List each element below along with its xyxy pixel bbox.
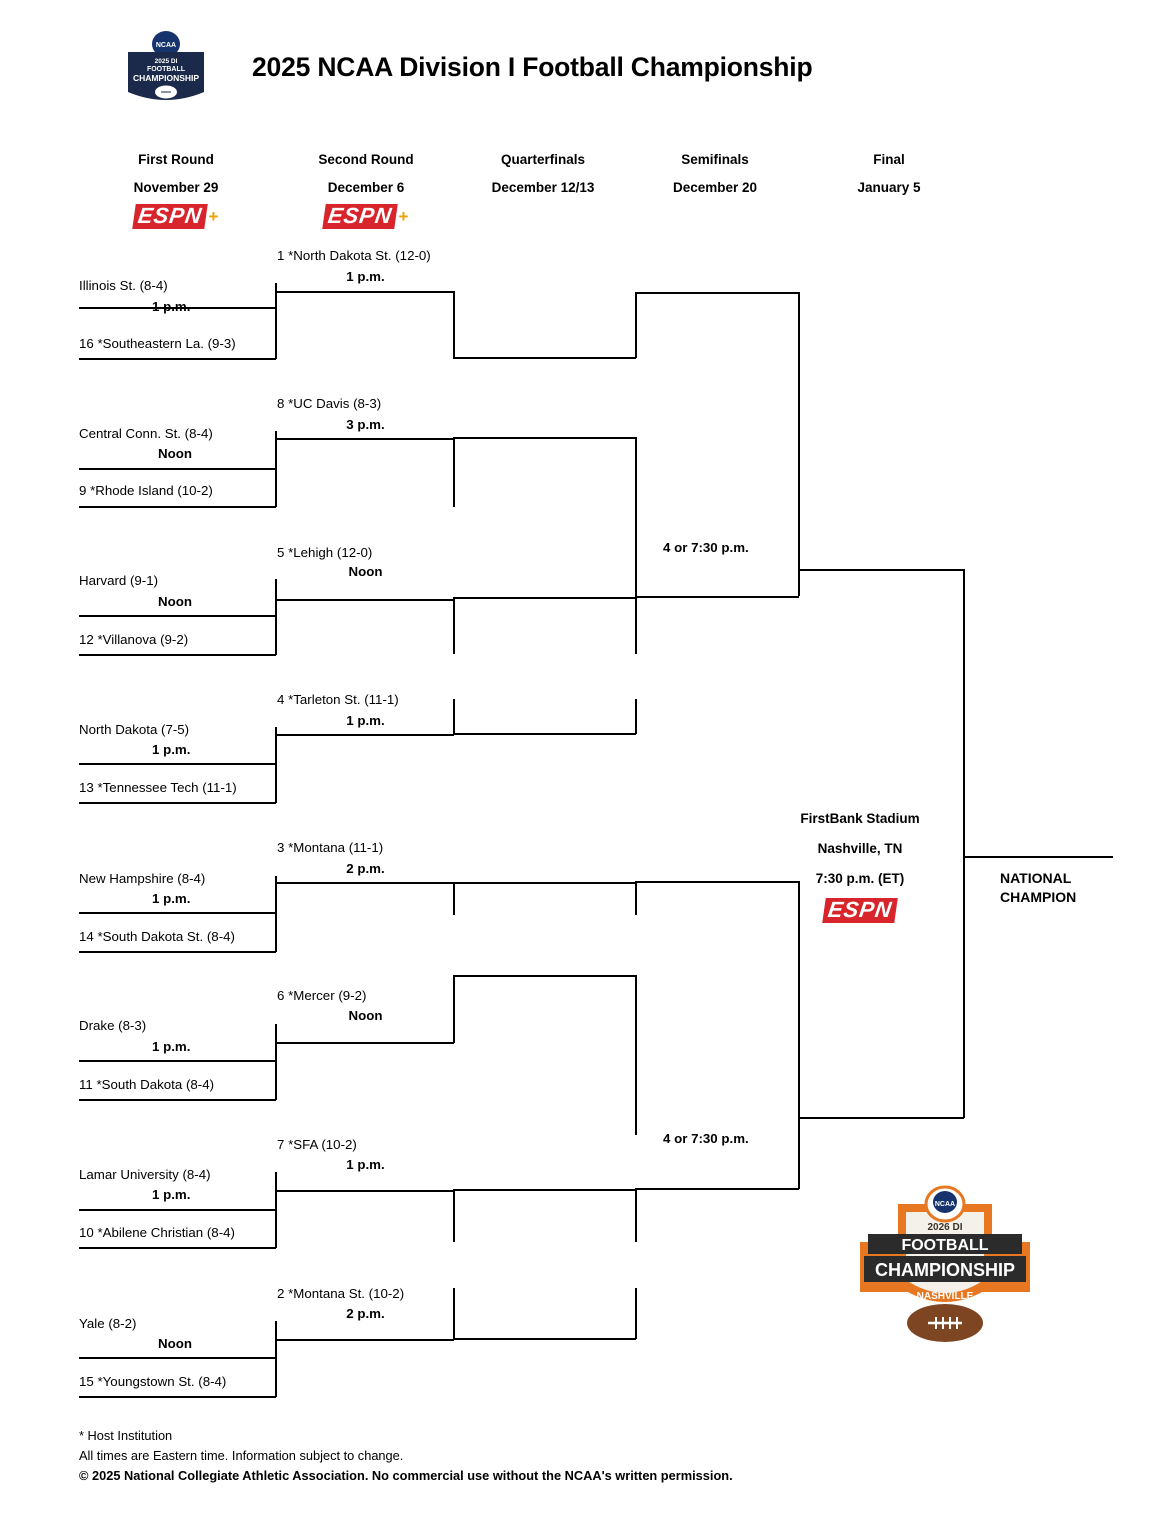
bracket-line xyxy=(79,951,276,953)
bracket-line xyxy=(277,1339,454,1341)
bracket-line xyxy=(963,569,965,1118)
first-round-time: Noon xyxy=(158,1336,192,1351)
bracket-line xyxy=(79,1357,276,1359)
svg-text:2025 DI: 2025 DI xyxy=(154,58,178,65)
bracket-line xyxy=(79,358,276,360)
first-round-team-bottom: 13 *Tennessee Tech (11-1) xyxy=(79,780,237,795)
bracket-line xyxy=(453,599,455,654)
bracket-line xyxy=(453,975,455,1043)
svg-text:NASHVILLE: NASHVILLE xyxy=(916,1291,974,1302)
svg-text:FOOTBALL: FOOTBALL xyxy=(146,66,186,73)
bracket-line xyxy=(275,727,277,803)
first-round-team-top: New Hampshire (8-4) xyxy=(79,871,206,886)
first-round-time: Noon xyxy=(158,594,192,609)
bracket-line xyxy=(79,802,276,804)
first-round-team-top: Harvard (9-1) xyxy=(79,573,159,588)
espn-plus-logo xyxy=(285,204,447,229)
final-time: 7:30 p.m. (ET) xyxy=(815,871,905,886)
second-round-seeded-team: 3 *Montana (11-1) xyxy=(277,840,384,855)
bracket-line xyxy=(635,1188,799,1190)
bracket-line xyxy=(79,615,276,617)
espn-wordmark: ESPN xyxy=(322,204,397,229)
svg-text:FOOTBALL: FOOTBALL xyxy=(901,1237,989,1254)
espn-wordmark: ESPN xyxy=(132,204,207,229)
second-round-time: 3 p.m. xyxy=(346,417,385,432)
first-round-team-top: North Dakota (7-5) xyxy=(79,722,190,737)
footnote-host: * Host Institution xyxy=(79,1428,173,1443)
bracket-line xyxy=(453,882,636,884)
first-round-team-bottom: 16 *Southeastern La. (9-3) xyxy=(79,336,236,351)
bracket-line xyxy=(453,438,455,507)
bracket-line xyxy=(635,1188,637,1242)
bracket-line xyxy=(275,1321,277,1397)
bracket-line xyxy=(453,597,636,599)
footnote-times: All times are Eastern time. Information subject to change. xyxy=(79,1448,404,1463)
round-date: December 20 xyxy=(672,180,758,195)
bracket-line xyxy=(275,1024,277,1100)
bracket-line xyxy=(453,975,636,977)
second-round-time: 2 p.m. xyxy=(346,1306,385,1321)
first-round-team-bottom: 10 *Abilene Christian (8-4) xyxy=(79,1225,235,1240)
bracket-line xyxy=(798,292,800,596)
first-round-time: 1 p.m. xyxy=(152,1187,191,1202)
first-round-time: 1 p.m. xyxy=(152,891,191,906)
bracket-line xyxy=(79,1396,276,1398)
round-date: December 12/13 xyxy=(491,180,595,195)
final-venue: FirstBank Stadium xyxy=(800,811,920,826)
round-date: January 5 xyxy=(857,180,921,195)
second-round-time: 1 p.m. xyxy=(346,269,385,284)
bracket-line xyxy=(798,569,964,571)
svg-text:CHAMPIONSHIP: CHAMPIONSHIP xyxy=(132,73,200,83)
bracket-line xyxy=(275,876,277,952)
espn-plus-logo xyxy=(95,204,257,229)
first-round-team-bottom: 9 *Rhode Island (10-2) xyxy=(79,483,213,498)
round-name: Second Round xyxy=(318,152,414,167)
bracket-line xyxy=(275,1172,277,1248)
first-round-team-bottom: 14 *South Dakota St. (8-4) xyxy=(79,929,235,944)
bracket-line xyxy=(635,975,637,1135)
page-title: 2025 NCAA Division I Football Championship xyxy=(252,52,813,82)
bracket-line xyxy=(635,596,637,654)
second-round-seeded-team: 6 *Mercer (9-2) xyxy=(277,988,367,1003)
round-header-first-round xyxy=(95,152,257,229)
bracket-line xyxy=(275,579,277,655)
semifinal-time: 4 or 7:30 p.m. xyxy=(663,1131,749,1146)
second-round-seeded-team: 8 *UC Davis (8-3) xyxy=(277,396,382,411)
first-round-team-top: Yale (8-2) xyxy=(79,1316,137,1331)
second-round-seeded-team: 2 *Montana St. (10-2) xyxy=(277,1286,405,1301)
bracket-line xyxy=(453,1189,636,1191)
ncaa-2026-championship-logo xyxy=(840,1168,1050,1358)
first-round-team-bottom: 15 *Youngstown St. (8-4) xyxy=(79,1374,227,1389)
bracket-line xyxy=(277,291,454,293)
second-round-time: Noon xyxy=(348,1008,383,1023)
bracket-line xyxy=(277,734,454,736)
round-name: Quarterfinals xyxy=(500,152,586,167)
bracket-line xyxy=(277,438,454,440)
round-name: Semifinals xyxy=(681,152,749,167)
bracket-line xyxy=(79,912,276,914)
second-round-time: 1 p.m. xyxy=(346,713,385,728)
first-round-team-top: Central Conn. St. (8-4) xyxy=(79,426,213,441)
semifinal-time: 4 or 7:30 p.m. xyxy=(663,540,749,555)
bracket-line xyxy=(79,1209,276,1211)
espn-wordmark: ESPN xyxy=(822,898,897,923)
national-champion-line1: NATIONAL xyxy=(1000,870,1072,886)
bracket-line xyxy=(635,881,637,915)
first-round-time: Noon xyxy=(158,446,192,461)
round-header-semifinals xyxy=(634,152,796,195)
second-round-seeded-team: 4 *Tarleton St. (11-1) xyxy=(277,692,399,707)
espn-plus-glyph: + xyxy=(398,207,409,226)
first-round-time: 1 p.m. xyxy=(152,742,191,757)
round-header-quarterfinals xyxy=(462,152,624,195)
round-date: November 29 xyxy=(133,180,219,195)
round-name: Final xyxy=(873,152,905,167)
bracket-line xyxy=(79,1247,276,1249)
second-round-time: Noon xyxy=(348,564,383,579)
first-round-team-top: Lamar University (8-4) xyxy=(79,1167,211,1182)
first-round-team-bottom: 11 *South Dakota (8-4) xyxy=(79,1077,215,1092)
round-header-final xyxy=(808,152,970,195)
svg-text:CHAMPIONSHIP: CHAMPIONSHIP xyxy=(874,1260,1016,1280)
second-round-time: 1 p.m. xyxy=(346,1157,385,1172)
bracket-line xyxy=(275,431,277,507)
bracket-line xyxy=(635,596,799,598)
bracket-line xyxy=(635,1288,637,1339)
espn-plus-glyph: + xyxy=(208,207,219,226)
first-round-team-bottom: 12 *Villanova (9-2) xyxy=(79,632,189,647)
bracket-line xyxy=(453,882,455,915)
bracket-line xyxy=(798,1117,964,1119)
round-name: First Round xyxy=(138,152,214,167)
espn-logo-final xyxy=(760,898,960,923)
national-champion-line2: CHAMPION xyxy=(1000,888,1077,905)
bracket-line xyxy=(277,1190,454,1192)
first-round-time: 1 p.m. xyxy=(152,299,191,314)
bracket-line xyxy=(277,1042,454,1044)
round-header-second-round xyxy=(285,152,447,229)
svg-text:NCAA: NCAA xyxy=(155,42,177,49)
final-city: Nashville, TN xyxy=(817,841,903,856)
national-champion-label xyxy=(1000,869,1076,907)
second-round-seeded-team: 5 *Lehigh (12-0) xyxy=(277,545,373,560)
bracket-line xyxy=(453,699,455,735)
bracket-line xyxy=(635,437,637,597)
bracket-line xyxy=(79,1099,276,1101)
bracket-line xyxy=(453,291,455,358)
bracket-line xyxy=(277,882,454,884)
ncaa-2025-championship-logo xyxy=(120,30,212,108)
bracket-line xyxy=(79,1060,276,1062)
bracket-line xyxy=(453,357,636,359)
first-round-team-top: Illinois St. (8-4) xyxy=(79,278,168,293)
round-date: December 6 xyxy=(327,180,405,195)
bracket-line xyxy=(453,1338,636,1340)
second-round-seeded-team: 7 *SFA (10-2) xyxy=(277,1137,357,1152)
bracket-line xyxy=(453,437,636,439)
bracket-line xyxy=(79,468,276,470)
bracket-line xyxy=(79,506,276,508)
first-round-time: 1 p.m. xyxy=(152,1039,191,1054)
bracket-line xyxy=(963,856,1113,858)
bracket-line xyxy=(798,881,800,1189)
bracket-line xyxy=(453,1190,455,1242)
second-round-seeded-team: 1 *North Dakota St. (12-0) xyxy=(277,248,431,263)
bracket-line xyxy=(79,654,276,656)
second-round-time: 2 p.m. xyxy=(346,861,385,876)
bracket-line xyxy=(453,1288,455,1340)
bracket-line xyxy=(275,283,277,359)
bracket-line xyxy=(277,599,454,601)
bracket-line xyxy=(635,292,799,294)
svg-text:NCAA: NCAA xyxy=(934,1201,956,1208)
bracket-line xyxy=(453,733,636,735)
bracket-line xyxy=(635,699,637,734)
svg-text:2026 DI: 2026 DI xyxy=(927,1222,963,1233)
footnote-copyright: © 2025 National Collegiate Athletic Association. No commercial use without the NCAA's written permission. xyxy=(79,1468,733,1483)
bracket-line xyxy=(79,763,276,765)
first-round-team-top: Drake (8-3) xyxy=(79,1018,147,1033)
bracket-line xyxy=(635,293,637,358)
